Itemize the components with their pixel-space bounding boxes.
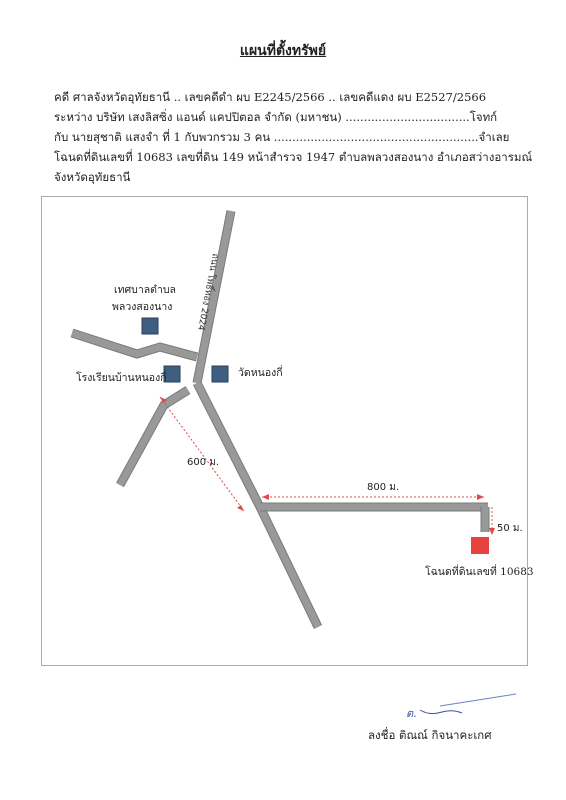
header-line-deed: โฉนดที่ดินเลขที่ 10683 เลขที่ดิน 149 หน้าสำรวจ 1947 ตำบลพลวงสองนาง อำเภอสว่างอารมณ์ [54,150,533,164]
header-line-case: คดี ศาลจังหวัดอุทัยธานี .. เลขคดีดำ ผบ E2245/2566 .. เลขคดีแดง ผบ E2527/2566 [54,90,487,104]
road-name-label: ถนน โพธิ์ทอง 2024 [195,252,220,332]
target-parcel-label: โฉนดที่ดินเลขที่ 10683 [425,566,534,578]
map-drawing [42,197,529,667]
page-title: แผนที่ตั้งทรัพย์ [239,43,327,59]
temple-marker [212,366,228,382]
school-label: โรงเรียนบ้านหนองกี่ [76,372,167,384]
road-west-branch [72,333,197,357]
temple-label: วัดหนองกี่ [238,367,283,379]
signature-line: ลงชื่อ ติณณ์ กิจนาคะเกศ [368,728,492,742]
header-line-plaintiff: ระหว่าง บริษัท เสงลิสซิ่ง แอนด์ แคปปิตอล จำกัด (มหาชน) ..................................โจทก์ [54,110,498,124]
target-parcel-marker [471,537,489,554]
municipality-label-line2: พลวงสองนาง [112,301,173,313]
municipality-label-line1: เทศบาลตำบล [114,284,176,296]
location-map [41,196,534,666]
signature-mark-text: ต. [406,707,417,720]
municipality-marker [142,318,158,334]
distance-800-label: 800 ม. [367,482,400,493]
distance-50-label: 50 ม. [497,523,523,534]
header-line-defendant: กับ นายสุชาติ แสงจำ ที่ 1 กับพวกรวม 3 คน ........................................................จำเลย [54,130,510,144]
distance-600-label: 600 ม. [187,457,220,468]
road-southwest-branch [120,390,188,485]
measure-50 [489,507,495,535]
header-line-province: จังหวัดอุทัยธานี [54,170,131,184]
